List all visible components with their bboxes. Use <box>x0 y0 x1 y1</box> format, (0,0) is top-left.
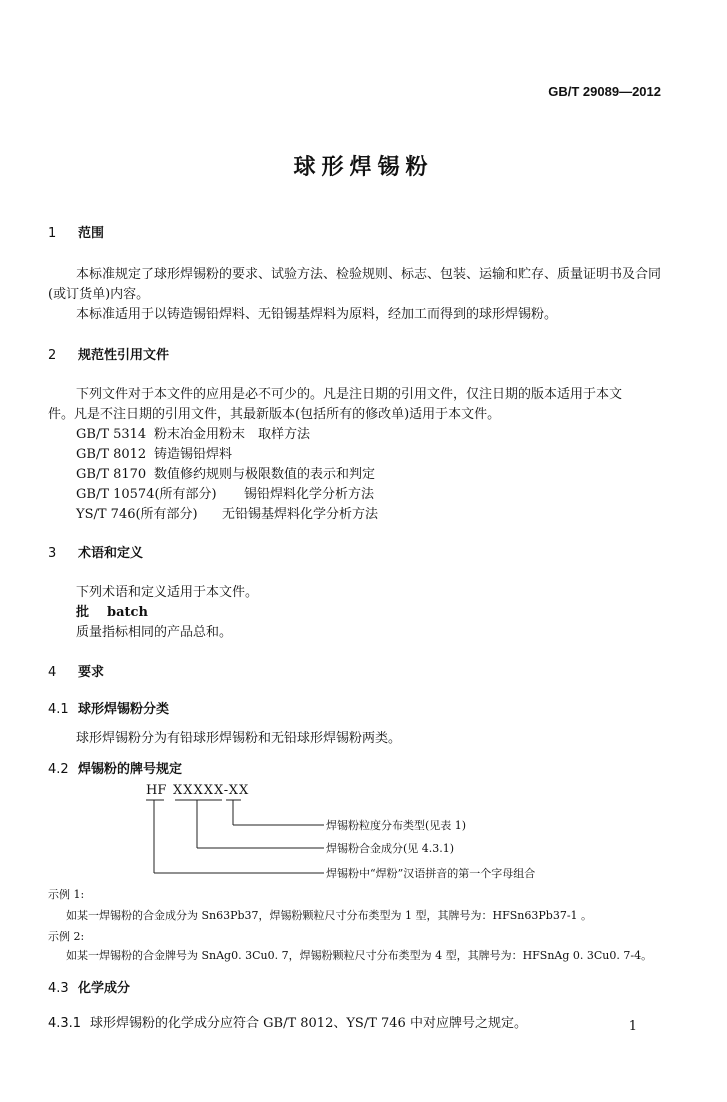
subsection-4-2-heading <box>48 758 182 777</box>
page-number: 1 <box>628 1019 637 1034</box>
section-number: 1 <box>48 226 57 241</box>
section-3-heading <box>48 542 143 561</box>
section-2-heading <box>48 344 169 363</box>
subsection-4-3-heading <box>48 977 130 996</box>
section-number: 4.2 <box>48 762 69 777</box>
code-placeholder: XXXXX-XX <box>173 783 250 798</box>
section-4-heading <box>48 661 104 680</box>
section-number: 2 <box>48 348 57 363</box>
reference-code: GB/T 8170 <box>76 467 147 482</box>
paragraph: 件。凡是不注日期的引用文件，其最新版本(包括所有的修改单)适用于本文件。 <box>48 407 501 422</box>
paragraph: 下列术语和定义适用于本文件。 <box>76 585 259 600</box>
reference-title: 数值修约规则与极限数值的表示和判定 <box>154 467 376 482</box>
reference-item <box>76 443 232 462</box>
paragraph: 球形焊锡粉分为有铅球形焊锡粉和无铅球形焊锡粉两类。 <box>76 731 402 746</box>
clause-number: 4.3.1 <box>48 1016 82 1031</box>
reference-code: GB/T 10574(所有部分) <box>76 487 217 502</box>
section-title: 焊锡粉的牌号规定 <box>78 762 183 777</box>
section-title: 要求 <box>78 665 105 680</box>
clause-text: 球形焊锡粉的化学成分应符合 GB/T 8012、YS/T 746 中对应牌号之规定。 <box>90 1016 527 1031</box>
example-2-label: 示例 2: <box>48 930 85 943</box>
section-title: 范围 <box>78 226 105 241</box>
example-2-text: 如某一焊锡粉的合金牌号为 SnAg0. 3Cu0. 7，焊锡粉颗粒尺寸分布类型为 4 型，其牌号为：HFSnAg 0. 3Cu0. 7-4。 <box>66 949 653 962</box>
term-chinese: 批 <box>76 605 90 620</box>
section-number: 4 <box>48 665 57 680</box>
example-1-label: 示例 1: <box>48 888 85 901</box>
section-number: 4.1 <box>48 702 69 717</box>
term <box>76 601 148 620</box>
subsection-4-1-heading <box>48 698 169 717</box>
section-1-heading <box>48 222 104 241</box>
code-prefix: HF <box>146 783 167 798</box>
reference-item <box>76 463 375 482</box>
section-title: 规范性引用文件 <box>78 348 170 363</box>
example-1-text: 如某一焊锡粉的合金成分为 Sn63Pb37，焊锡粉颗粒尺寸分布类型为 1 型，其牌号为：HFSn63Pb37-1 。 <box>66 909 593 922</box>
section-title: 球形焊锡粉分类 <box>78 702 170 717</box>
reference-item <box>76 503 378 522</box>
clause-4-3-1 <box>48 1012 527 1031</box>
diagram-label-size-type: 焊锡粉粒度分布类型(见表 1) <box>326 819 467 832</box>
diagram-label-alloy: 焊锡粉合金成分(见 4.3.1) <box>326 842 455 855</box>
standard-number: GB/T 29089—2012 <box>548 84 661 99</box>
term-definition: 质量指标相同的产品总和。 <box>76 625 233 640</box>
paragraph: 本标准适用于以铸造锡铅焊料、无铅锡基焊料为原料，经加工而得到的球形焊锡粉。 <box>76 307 558 322</box>
reference-title: 锡铅焊料化学分析方法 <box>244 487 375 502</box>
designation-diagram <box>140 783 570 883</box>
reference-code: YS/T 746(所有部分) <box>76 507 198 522</box>
paragraph: (或订货单)内容。 <box>48 287 150 302</box>
reference-item <box>76 483 374 502</box>
document-title: 球形焊锡粉 <box>293 155 434 180</box>
reference-code: GB/T 5314 <box>76 427 147 442</box>
section-number: 3 <box>48 546 57 561</box>
reference-item <box>76 423 310 442</box>
section-title: 术语和定义 <box>78 546 144 561</box>
term-english: batch <box>107 605 148 620</box>
reference-code: GB/T 8012 <box>76 447 147 462</box>
section-number: 4.3 <box>48 981 69 996</box>
section-title: 化学成分 <box>78 981 131 996</box>
reference-title: 铸造锡铅焊料 <box>154 447 233 462</box>
reference-title: 无铅锡基焊料化学分析方法 <box>222 507 379 522</box>
diagram-label-prefix: 焊锡粉中“焊粉”汉语拼音的第一个字母组合 <box>326 867 536 880</box>
paragraph: 下列文件对于本文件的应用是必不可少的。凡是注日期的引用文件，仅注日期的版本适用于本文 <box>76 387 623 402</box>
paragraph: 本标准规定了球形焊锡粉的要求、试验方法、检验规则、标志、包装、运输和贮存、质量证明书及合同 <box>76 267 662 282</box>
reference-title: 粉末冶金用粉末 取样方法 <box>154 427 311 442</box>
